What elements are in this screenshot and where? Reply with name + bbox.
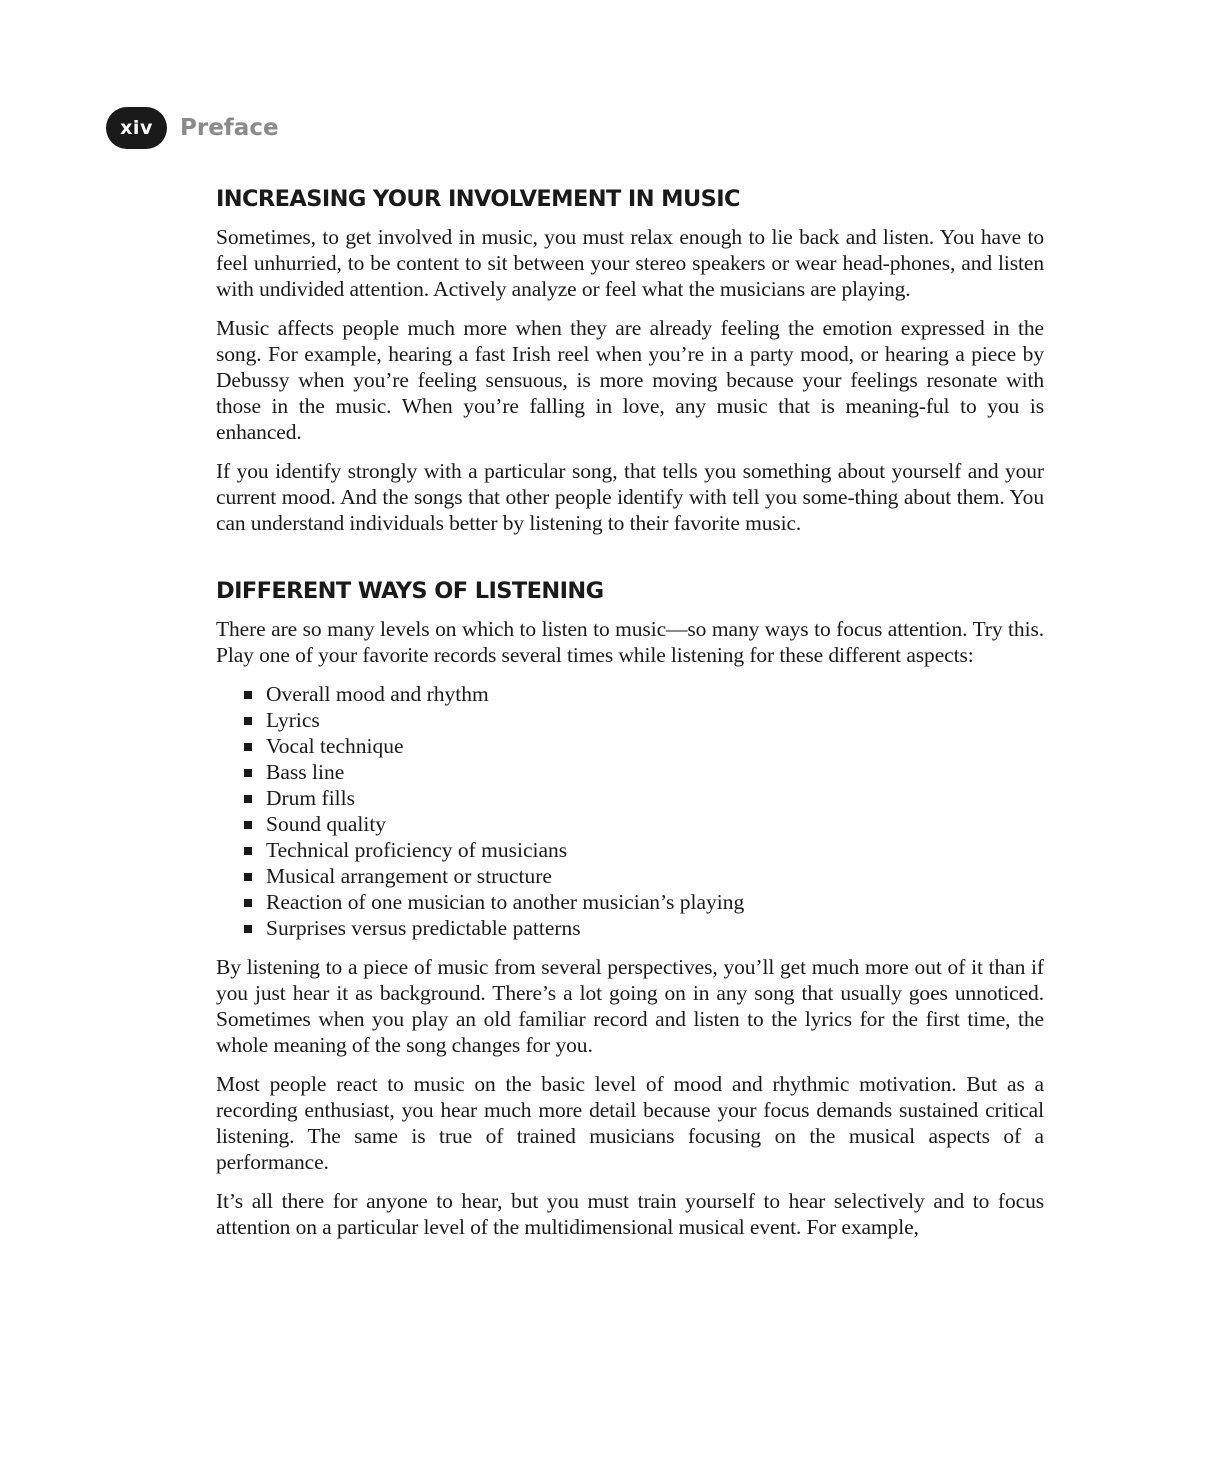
list-item: Overall mood and rhythm	[244, 681, 1044, 707]
paragraph: It’s all there for anyone to hear, but you must train yourself to hear selectively and to focus attention on a particular level of the multidimensional musical event. For example,	[216, 1189, 1044, 1239]
square-bullet-icon	[244, 873, 252, 881]
list-item: Technical proficiency of musicians	[244, 837, 1044, 863]
paragraph: Most people react to music on the basic level of mood and rhythmic motivation. But as a recording enthusiast, you hear much more detail because your focus demands sustained critical listening. The same is true of trained musicians focusing on the musical aspects of a performance.	[216, 1072, 1044, 1174]
square-bullet-icon	[244, 769, 252, 777]
listening-aspects-list	[244, 681, 1044, 941]
list-item: Lyrics	[244, 707, 1044, 733]
paragraph: By listening to a piece of music from several perspectives, you’ll get much more out of it than if you just hear it as background. There’s a lot going on in any song that usually goes unnoticed. Sometimes when you play an old familiar record and listen to the lyrics for the first time, the whole meaning of the song changes for you.	[216, 955, 1044, 1057]
square-bullet-icon	[244, 795, 252, 803]
list-item: Reaction of one musician to another musician’s playing	[244, 889, 1044, 915]
square-bullet-icon	[244, 899, 252, 907]
square-bullet-icon	[244, 743, 252, 751]
paragraph: There are so many levels on which to listen to music—so many ways to focus attention. Try this. Play one of your favorite records several times while listening for these different aspects:	[216, 617, 1044, 667]
paragraph: If you identify strongly with a particular song, that tells you something about yourself and your current mood. And the songs that other people identify with tell you some-thing about them. You can understand individuals better by listening to their favorite music.	[216, 459, 1044, 535]
list-item: Surprises versus predictable patterns	[244, 915, 1044, 941]
list-item: Sound quality	[244, 811, 1044, 837]
square-bullet-icon	[244, 717, 252, 725]
page-body	[216, 184, 1044, 1253]
paragraph: Sometimes, to get involved in music, you must relax enough to lie back and listen. You have to feel unhurried, to be content to sit between your stereo speakers or wear head-phones, and listen with undivided attention. Actively analyze or feel what the musicians are playing.	[216, 225, 1044, 301]
square-bullet-icon	[244, 925, 252, 933]
list-item: Drum fills	[244, 785, 1044, 811]
square-bullet-icon	[244, 691, 252, 699]
list-item: Musical arrangement or structure	[244, 863, 1044, 889]
list-item: Vocal technique	[244, 733, 1044, 759]
section-heading-listening: DIFFERENT WAYS OF LISTENING	[216, 578, 604, 604]
chapter-title: Preface	[180, 115, 279, 141]
list-item: Bass line	[244, 759, 1044, 785]
section-heading-involvement: INCREASING YOUR INVOLVEMENT IN MUSIC	[216, 186, 740, 212]
square-bullet-icon	[244, 821, 252, 829]
page-number-badge: xiv	[106, 107, 167, 149]
paragraph: Music affects people much more when they are already feeling the emotion expressed in the song. For example, hearing a fast Irish reel when you’re in a party mood, or hearing a piece by Debussy when you’re feeling sensuous, is more moving because your feelings resonate with those in the music. When you’re falling in love, any music that is meaning-ful to you is enhanced.	[216, 316, 1044, 444]
running-head	[106, 107, 279, 149]
square-bullet-icon	[244, 847, 252, 855]
